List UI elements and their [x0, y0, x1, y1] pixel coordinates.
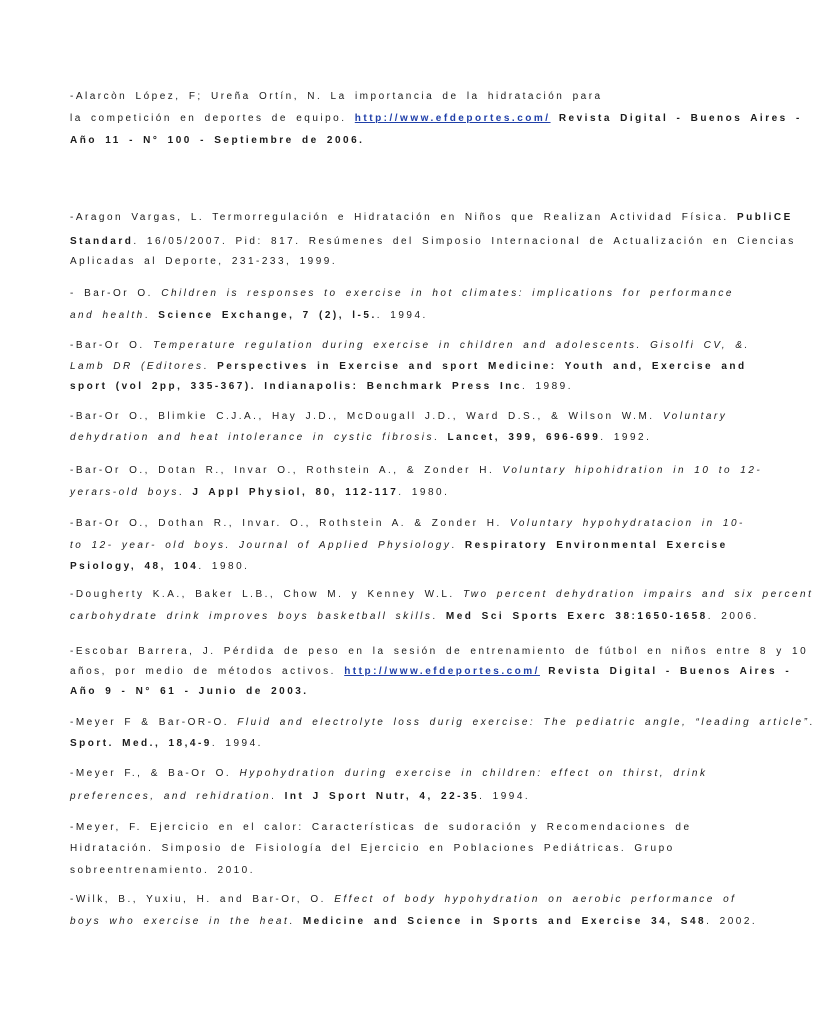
- reference-line: [70, 310, 428, 322]
- reference-text: . 1992.: [600, 432, 652, 443]
- reference-text: . 1994.: [211, 738, 263, 749]
- reference-line: [70, 411, 727, 423]
- reference-text: -Alarcòn López, F; Ureña Ortín, N. La importancia de la hidratación para: [70, 91, 603, 102]
- source-text: Perspectives in Exercise and sport Medicine: Youth and, Exercise and: [217, 361, 747, 372]
- reference-text: . 2006.: [707, 611, 759, 622]
- source-text: Lancet, 399, 696-699: [447, 432, 601, 443]
- source-text: Revista Digital - Buenos Aires -: [550, 113, 802, 124]
- source-text: Int J Sport Nutr, 4, 22-35: [284, 791, 480, 802]
- reference-text: .: [203, 361, 218, 372]
- reference-text: .: [144, 310, 159, 321]
- reference-text: . 2002.: [706, 916, 758, 927]
- reference-line: [70, 611, 759, 623]
- reference-text: - Bar-Or O.: [70, 288, 162, 299]
- reference-text: -Escobar Barrera, J. Pérdida de peso en la sesión de entrenamiento de fútbol en niños entre 8 y 10: [70, 646, 809, 657]
- source-text: PubliCE: [736, 212, 793, 223]
- reference-text: . 16/05/2007. Pid: 817. Resúmenes del Simposio Internacional de Actualización en Ciencias: [133, 236, 796, 247]
- reference-line: [70, 822, 692, 834]
- reference-text: años, por medio de métodos activos.: [70, 666, 345, 677]
- reference-line: [70, 381, 573, 393]
- reference-text: -Aragon Vargas, L. Termorregulación e Hidratación en Niños que Realizan Actividad Física.: [70, 212, 737, 223]
- reference-text: . 1980.: [198, 561, 250, 572]
- reference-text: -Bar-Or O., Blimkie C.J.A., Hay J.D., McDougall J.D., Ward D.S., & Wilson W.M.: [70, 411, 663, 422]
- reference-text: . 1980.: [398, 487, 450, 498]
- source-text: Año 9 - N° 61 - Junio de 2003.: [70, 686, 309, 697]
- reference-line: [70, 518, 745, 530]
- reference-line: [70, 916, 757, 928]
- reference-text: Hidratación. Simposio de Fisiología del Ejercicio en Poblaciones Pediátricas. Grupo: [70, 843, 675, 854]
- reference-line: [70, 288, 734, 300]
- reference-text: .: [451, 540, 465, 551]
- reference-line: [70, 91, 603, 103]
- reference-text: .: [178, 487, 193, 498]
- reference-text: -Wilk, B., Yuxiu, H. and Bar-Or, O.: [70, 894, 335, 905]
- reference-line: [70, 540, 728, 552]
- reference-link[interactable]: http://www.efdeportes.com/: [344, 666, 540, 677]
- title-text: Voluntary: [662, 411, 728, 422]
- reference-line: [70, 340, 750, 352]
- reference-text: .: [271, 791, 285, 802]
- source-text: J Appl Physiol, 80, 112-117: [192, 487, 399, 498]
- reference-line: [70, 465, 762, 477]
- reference-text: .: [432, 611, 446, 622]
- reference-text: la competición en deportes de equipo.: [70, 113, 355, 124]
- reference-line: [70, 894, 736, 906]
- source-text: Science Exchange, 7 (2), l-5.: [158, 310, 377, 321]
- reference-line: [70, 113, 802, 125]
- title-text: carbohydrate drink improves boys basketball skills: [70, 611, 433, 622]
- source-text: Sport. Med., 18,4-9: [70, 738, 212, 749]
- reference-line: [70, 738, 263, 750]
- reference-line: [70, 487, 449, 499]
- reference-text: -Meyer F & Bar-OR-O.: [70, 717, 238, 728]
- reference-line: [70, 432, 651, 444]
- title-text: preferences, and rehidration: [70, 791, 272, 802]
- reference-line: [70, 361, 747, 373]
- reference-text: . 1994.: [376, 310, 428, 321]
- reference-text: .: [809, 717, 815, 728]
- reference-line: [70, 589, 813, 601]
- reference-text: -Bar-Or O., Dotan R., Invar O., Rothstein A., & Zonder H.: [70, 465, 503, 476]
- source-text: Respiratory Environmental Exercise: [464, 540, 728, 551]
- reference-line: [70, 646, 808, 658]
- reference-text: -Bar-Or O., Dothan R., Invar. O., Rothstein A. & Zonder H.: [70, 518, 511, 529]
- reference-text: sobreentrenamiento. 2010.: [70, 865, 256, 876]
- title-text: Effect of body hypohydration on aerobic performance of: [334, 894, 737, 905]
- title-text: boys who exercise in the heat: [70, 916, 290, 927]
- reference-line: [70, 717, 815, 729]
- title-text: Voluntary hypohydratacion in 10-: [510, 518, 745, 529]
- title-text: Lamb DR (Editores: [70, 361, 204, 372]
- source-text: Psiology, 48, 104: [70, 561, 199, 572]
- title-text: Temperature regulation during exercise in children and adolescents. Gisolfi CV, &.: [152, 340, 750, 351]
- reference-line: [70, 865, 255, 877]
- title-text: Two percent dehydration impairs and six percent: [462, 589, 814, 600]
- reference-text: -Dougherty K.A., Baker L.B., Chow M. y Kenney W.L.: [70, 589, 463, 600]
- reference-line: [70, 843, 675, 855]
- source-text: Standard: [70, 236, 134, 247]
- reference-line: [70, 686, 309, 698]
- reference-link[interactable]: http://www.efdeportes.com/: [354, 113, 551, 124]
- title-text: and health: [70, 310, 145, 321]
- reference-text: Aplicadas al Deporte, 231-233, 1999.: [70, 256, 338, 267]
- source-text: Año 11 - N° 100 - Septiembre de 2006.: [70, 135, 365, 146]
- title-text: Voluntary hipohidration in 10 to 12-: [502, 465, 763, 476]
- source-text: Med Sci Sports Exerc 38:1650-1658: [445, 611, 708, 622]
- reference-text: -Bar-Or O.: [70, 340, 153, 351]
- reference-line: [70, 212, 793, 224]
- reference-text: .: [289, 916, 303, 927]
- source-text: sport (vol 2pp, 335-367). Indianapolis: Benchmark Press Inc: [70, 381, 522, 392]
- title-text: Hypohydration during exercise in children: effect on thirst, drink: [239, 768, 708, 779]
- reference-line: [70, 561, 249, 573]
- title-text: yerars-old boys: [70, 487, 179, 498]
- reference-text: . 1994.: [479, 791, 531, 802]
- reference-line: [70, 256, 337, 268]
- reference-text: .: [433, 432, 448, 443]
- reference-line: [70, 768, 708, 780]
- reference-line: [70, 135, 364, 147]
- title-text: to 12- year- old boys. Journal of Applied Physiology: [70, 540, 452, 551]
- title-text: Children is responses to exercise in hot climates: implications for performance: [161, 288, 734, 299]
- reference-line: [70, 666, 791, 678]
- reference-text: -Meyer, F. Ejercicio en el calor: Características de sudoración y Recomendaciones de: [70, 822, 692, 833]
- title-text: Fluid and electrolyte loss durig exercise: The pediatric angle, “leading article”: [237, 717, 810, 728]
- reference-line: [70, 791, 530, 803]
- reference-text: . 1989.: [521, 381, 574, 392]
- reference-text: -Meyer F., & Ba-Or O.: [70, 768, 240, 779]
- source-text: Medicine and Science in Sports and Exercise 34, S48: [302, 916, 707, 927]
- source-text: Revista Digital - Buenos Aires -: [539, 666, 792, 677]
- reference-line: [70, 236, 796, 248]
- title-text: dehydration and heat intolerance in cystic fibrosis: [70, 432, 434, 443]
